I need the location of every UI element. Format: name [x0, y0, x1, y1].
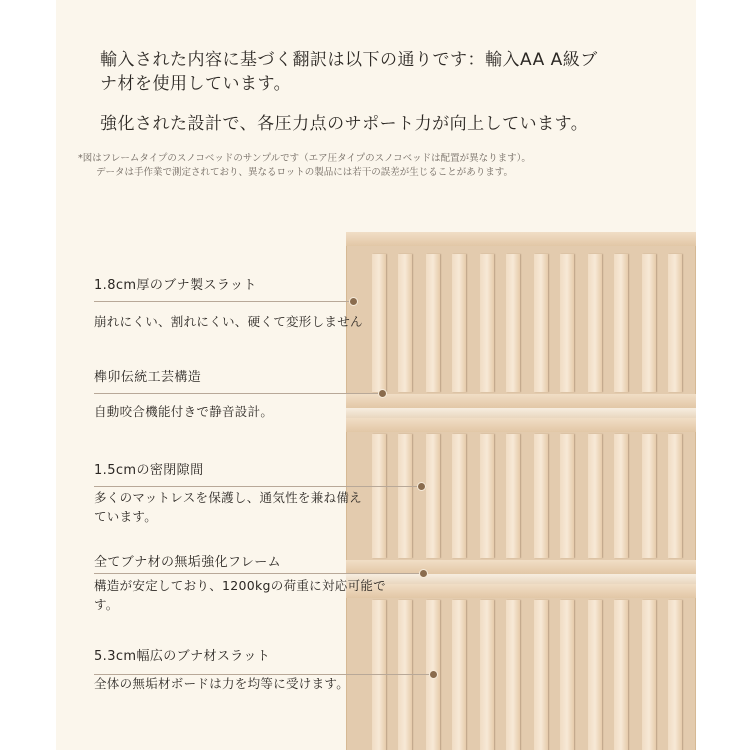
disclaimer-line-1: *図はフレームタイプのスノコベッドのサンプルです（エア圧タイプのスノコベッドは配置が異なります）。	[78, 153, 531, 164]
bed-slat	[452, 254, 466, 392]
bed-slat	[426, 434, 440, 558]
bed-slat	[668, 434, 682, 558]
feature-3-marker	[417, 482, 426, 491]
bed-slat	[480, 254, 494, 392]
slat-panel-middle	[346, 418, 696, 574]
bed-slat	[560, 254, 574, 392]
feature-4-desc: 構造が安定しており、1200kgの荷重に対応可能です。	[94, 578, 386, 612]
feature-1-desc: 崩れにくい、割れにくい、硬くて変形しません	[94, 314, 363, 329]
feature-5-desc: 全体の無垢材ボードは力を均等に受けます。	[94, 676, 350, 691]
bed-slat	[398, 600, 412, 750]
headline-material: 輸入された内容に基づく翻訳は以下の通りです：輸入AA A級ブナ材を使用しています。	[100, 50, 598, 94]
bed-slat	[398, 434, 412, 558]
bed-slat	[480, 600, 494, 750]
feature-1-leader-line	[94, 301, 350, 302]
feature-4-marker	[419, 569, 428, 578]
bed-slat	[452, 434, 466, 558]
feature-5-marker	[429, 670, 438, 679]
slatted-bed-illustration	[346, 232, 696, 750]
disclaimer-line-2: データは手作業で測定されており、異なるロットの製品には若干の誤差が生じることがあります。	[96, 167, 514, 178]
bed-slat	[534, 434, 548, 558]
bed-slat	[560, 434, 574, 558]
product-detail-panel	[56, 0, 696, 750]
feature-5-title: 5.3cm幅広のブナ材スラット	[94, 649, 271, 664]
bed-slat	[372, 434, 386, 558]
feature-2-marker	[378, 389, 387, 398]
bed-slat	[506, 254, 520, 392]
bed-slat	[614, 254, 628, 392]
bed-slat	[372, 600, 386, 750]
feature-3-desc: 多くのマットレスを保護し、通気性を兼ね備えています。	[94, 490, 362, 524]
feature-1-title: 1.8cm厚のブナ製スラット	[94, 278, 257, 293]
disclaimer-note	[78, 152, 538, 180]
bed-slat	[668, 254, 682, 392]
bed-slat	[588, 434, 602, 558]
bed-slat	[588, 254, 602, 392]
feature-2-desc: 自動咬合機能付きで静音設計。	[94, 404, 274, 419]
bed-slat	[480, 434, 494, 558]
bed-slat	[614, 434, 628, 558]
feature-4-leader-line	[94, 573, 422, 574]
bed-slat	[588, 600, 602, 750]
feature-3-leader-line	[94, 486, 420, 487]
bed-slat	[642, 254, 656, 392]
bed-slat	[506, 434, 520, 558]
bed-slat	[614, 600, 628, 750]
feature-3-title: 1.5cmの密閉隙間	[94, 463, 204, 478]
bed-slat	[560, 600, 574, 750]
bed-slat	[506, 600, 520, 750]
feature-2-leader-line	[94, 393, 380, 394]
bed-slat	[534, 600, 548, 750]
headline-support: 強化された設計で、各圧力点のサポート力が向上しています。	[100, 114, 589, 134]
feature-2-title: 榫卯伝統工芸構造	[94, 370, 202, 385]
bed-slat	[642, 434, 656, 558]
bed-slat	[452, 600, 466, 750]
bed-slat	[642, 600, 656, 750]
bed-slat	[534, 254, 548, 392]
feature-1-marker	[349, 297, 358, 306]
bed-slat	[668, 600, 682, 750]
slat-panel-bottom	[346, 584, 696, 750]
feature-4-title: 全てブナ材の無垢強化フレーム	[94, 555, 282, 570]
